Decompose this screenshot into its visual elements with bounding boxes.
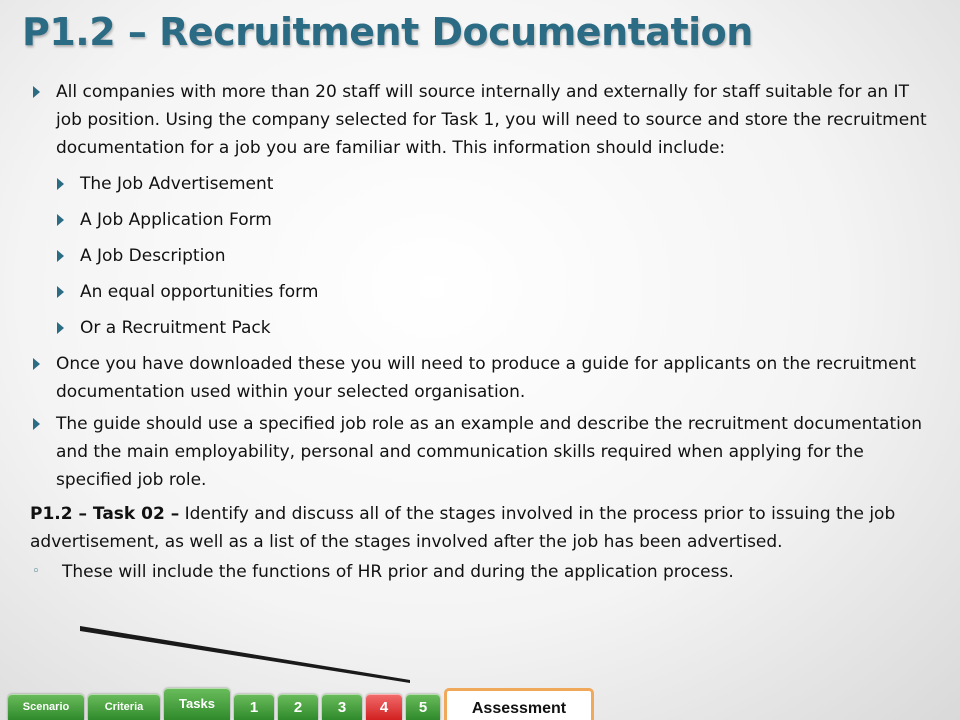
arrow-bullet-icon <box>57 322 64 334</box>
sub-bullet-text: A Job Description <box>80 246 226 266</box>
slide-title: P1.2 – Recruitment Documentation <box>22 10 753 54</box>
task-label: P1.2 – Task 02 – <box>30 504 180 524</box>
nav-tab-tasks[interactable]: Tasks <box>164 688 230 720</box>
nav-tab-scenario[interactable]: Scenario <box>8 694 84 720</box>
sub-bullet-item <box>30 206 930 234</box>
bullet-item <box>30 410 930 494</box>
task-text: Identify and discuss all of the stages involved in the process prior to issuing the job advertisement, as well as a list of the stages involved after the job has been advertised. <box>30 504 896 552</box>
arrow-bullet-icon <box>57 250 64 262</box>
sub-bullet-item <box>30 242 930 270</box>
sub-bullet-item <box>30 278 930 306</box>
bullet-text: Once you have downloaded these you will need to produce a guide for applicants on the recruitment documentation used within your selected organisation. <box>56 354 917 402</box>
sub-bullet-text: An equal opportunities form <box>80 282 319 302</box>
bullet-text: All companies with more than 20 staff will source internally and externally for staff suitable for an IT job position. Using the company selected for Task 1, you will need to source and store the recruitment documentation for a job you are familiar with. This information should include: <box>56 82 927 158</box>
nav-tab-criteria[interactable]: Criteria <box>88 694 160 720</box>
arrow-bullet-icon <box>33 418 40 430</box>
sub-bullet-item <box>30 170 930 198</box>
arrow-bullet-icon <box>57 286 64 298</box>
slide-body <box>30 78 930 586</box>
nav-tab-2[interactable]: 2 <box>278 694 318 720</box>
arrow-bullet-icon <box>33 86 40 98</box>
nav-tab-4-active[interactable]: 4 <box>366 694 402 720</box>
task-paragraph <box>30 500 930 556</box>
bullet-text: The guide should use a specified job role as an example and describe the recruitment documentation and the main employability, personal and communication skills required when applying for the specified job role. <box>56 414 923 490</box>
nav-tab-5[interactable]: 5 <box>406 694 440 720</box>
bullet-item <box>30 78 930 162</box>
sub-bullet-text: Or a Recruitment Pack <box>80 318 271 338</box>
sub-bullet-text: The Job Advertisement <box>80 174 274 194</box>
nav-tab-3[interactable]: 3 <box>322 694 362 720</box>
arrow-bullet-icon <box>57 178 64 190</box>
sub-bullet-item <box>30 314 930 342</box>
nav-tab-assessment[interactable]: Assessment <box>444 688 594 720</box>
arrow-bullet-icon <box>57 214 64 226</box>
nav-tab-1[interactable]: 1 <box>234 694 274 720</box>
circle-bullet-item <box>30 558 930 586</box>
circle-bullet-text: These will include the functions of HR prior and during the application process. <box>62 562 734 582</box>
sub-bullet-text: A Job Application Form <box>80 210 272 230</box>
bullet-item <box>30 350 930 406</box>
arrow-bullet-icon <box>33 358 40 370</box>
circle-bullet-icon: ◦ <box>32 564 40 579</box>
